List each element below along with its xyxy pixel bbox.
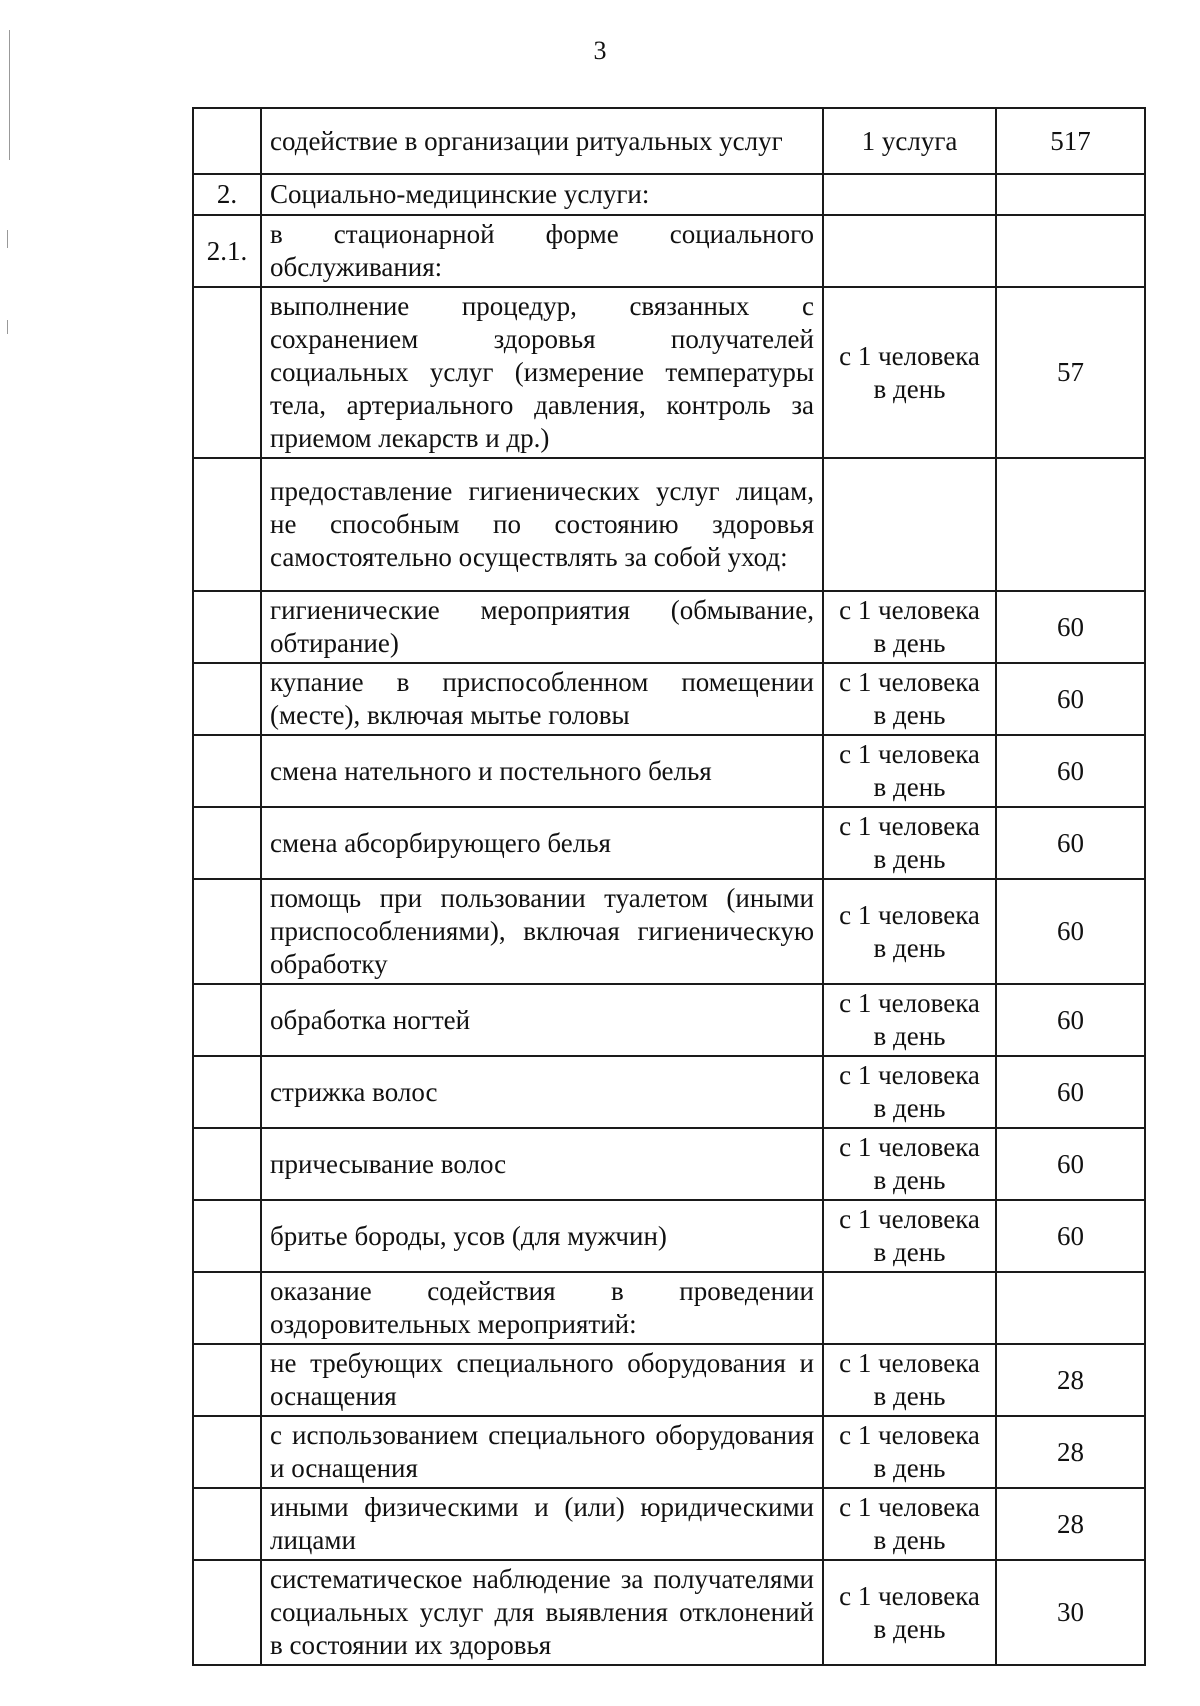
service-name-cell: обработка ногтей — [261, 984, 823, 1056]
row-number-cell — [193, 287, 261, 458]
table-row — [193, 1056, 1145, 1128]
tariff-value-cell — [996, 1272, 1145, 1344]
unit-cell: с 1 человека в день — [823, 1128, 996, 1200]
service-group-cell: оказание содействия в проведении оздоровительных мероприятий: — [261, 1272, 823, 1344]
row-number-cell — [193, 735, 261, 807]
row-number-cell — [193, 879, 261, 984]
service-name-cell: систематическое наблюдение за получателями социальных услуг для выявления отклонений в состоянии их здоровья — [261, 1560, 823, 1665]
table-row — [193, 1200, 1145, 1272]
scan-edge-mark — [7, 230, 8, 248]
page-number: 3 — [593, 36, 607, 65]
service-name-cell: не требующих специального оборудования и оснащения — [261, 1344, 823, 1416]
table-row — [193, 1416, 1145, 1488]
row-number-cell — [193, 1488, 261, 1560]
service-name-cell: содействие в организации ритуальных услуг — [261, 108, 823, 174]
unit-cell: с 1 человека в день — [823, 1056, 996, 1128]
unit-cell — [823, 1272, 996, 1344]
service-name-cell: иными физическими и (или) юридическими лицами — [261, 1488, 823, 1560]
table-row — [193, 1560, 1145, 1665]
row-number-cell — [193, 1272, 261, 1344]
table-row — [193, 174, 1145, 215]
service-name-cell: выполнение процедур, связанных с сохранением здоровья получателей социальных услуг (измерение температуры тела, артериального давления, контроль за приемом лекарств и др.) — [261, 287, 823, 458]
service-name-cell: купание в приспособленном помещении (месте), включая мытье головы — [261, 663, 823, 735]
table-row — [193, 591, 1145, 663]
service-name-cell: с использованием специального оборудования и оснащения — [261, 1416, 823, 1488]
row-number-cell — [193, 984, 261, 1056]
tariff-value-cell: 60 — [996, 1056, 1145, 1128]
tariff-value-cell: 60 — [996, 735, 1145, 807]
row-number-cell — [193, 663, 261, 735]
tariff-value-cell: 28 — [996, 1416, 1145, 1488]
tariff-value-cell — [996, 458, 1145, 591]
unit-cell: с 1 человека в день — [823, 1344, 996, 1416]
tariff-value-cell: 60 — [996, 879, 1145, 984]
unit-cell: с 1 человека в день — [823, 1488, 996, 1560]
row-number-cell — [193, 458, 261, 591]
tariff-value-cell: 60 — [996, 1200, 1145, 1272]
row-number-cell — [193, 591, 261, 663]
row-number-cell — [193, 1344, 261, 1416]
table-row — [193, 458, 1145, 591]
unit-cell: с 1 человека в день — [823, 735, 996, 807]
service-name-cell: причесывание волос — [261, 1128, 823, 1200]
subsection-title-cell: в стационарной форме социального обслуживания: — [261, 215, 823, 287]
unit-cell: с 1 человека в день — [823, 1416, 996, 1488]
tariff-value-cell: 517 — [996, 108, 1145, 174]
scan-edge-mark — [7, 320, 8, 334]
tariff-value-cell: 57 — [996, 287, 1145, 458]
table-row — [193, 1128, 1145, 1200]
row-number-cell — [193, 1128, 261, 1200]
tariff-value-cell: 60 — [996, 1128, 1145, 1200]
services-table — [192, 107, 1146, 1666]
unit-cell: 1 услуга — [823, 108, 996, 174]
table-row — [193, 108, 1145, 174]
row-number-cell — [193, 807, 261, 879]
tariff-value-cell: 60 — [996, 807, 1145, 879]
unit-cell: с 1 человека в день — [823, 879, 996, 984]
section-title-cell: Социально-медицинские услуги: — [261, 174, 823, 215]
service-name-cell: смена абсорбирующего белья — [261, 807, 823, 879]
row-number-cell — [193, 108, 261, 174]
tariff-value-cell: 60 — [996, 663, 1145, 735]
row-number-cell — [193, 1560, 261, 1665]
tariff-value-cell: 28 — [996, 1344, 1145, 1416]
service-name-cell: смена нательного и постельного белья — [261, 735, 823, 807]
scan-edge-mark — [9, 30, 10, 160]
unit-cell — [823, 458, 996, 591]
service-group-cell: предоставление гигиенических услуг лицам, не способным по состоянию здоровья самостоятельно осуществлять за собой уход: — [261, 458, 823, 591]
tariff-value-cell — [996, 215, 1145, 287]
unit-cell: с 1 человека в день — [823, 984, 996, 1056]
service-name-cell: стрижка волос — [261, 1056, 823, 1128]
table-row — [193, 807, 1145, 879]
tariff-value-cell — [996, 174, 1145, 215]
table-row — [193, 287, 1145, 458]
row-number-cell: 2.1. — [193, 215, 261, 287]
unit-cell: с 1 человека в день — [823, 287, 996, 458]
unit-cell: с 1 человека в день — [823, 591, 996, 663]
service-name-cell: бритье бороды, усов (для мужчин) — [261, 1200, 823, 1272]
table-row — [193, 735, 1145, 807]
unit-cell: с 1 человека в день — [823, 1200, 996, 1272]
unit-cell: с 1 человека в день — [823, 807, 996, 879]
service-name-cell: гигиенические мероприятия (обмывание, обтирание) — [261, 591, 823, 663]
table-row — [193, 1344, 1145, 1416]
unit-cell — [823, 215, 996, 287]
row-number-cell — [193, 1200, 261, 1272]
tariff-value-cell: 28 — [996, 1488, 1145, 1560]
table-row — [193, 215, 1145, 287]
table-row — [193, 879, 1145, 984]
row-number-cell: 2. — [193, 174, 261, 215]
tariff-value-cell: 60 — [996, 984, 1145, 1056]
table-row — [193, 663, 1145, 735]
unit-cell: с 1 человека в день — [823, 663, 996, 735]
row-number-cell — [193, 1056, 261, 1128]
table-row — [193, 1488, 1145, 1560]
service-name-cell: помощь при пользовании туалетом (иными приспособлениями), включая гигиеническую обработку — [261, 879, 823, 984]
tariff-value-cell: 30 — [996, 1560, 1145, 1665]
tariff-value-cell: 60 — [996, 591, 1145, 663]
table-row — [193, 984, 1145, 1056]
unit-cell — [823, 174, 996, 215]
unit-cell: с 1 человека в день — [823, 1560, 996, 1665]
row-number-cell — [193, 1416, 261, 1488]
table-row — [193, 1272, 1145, 1344]
